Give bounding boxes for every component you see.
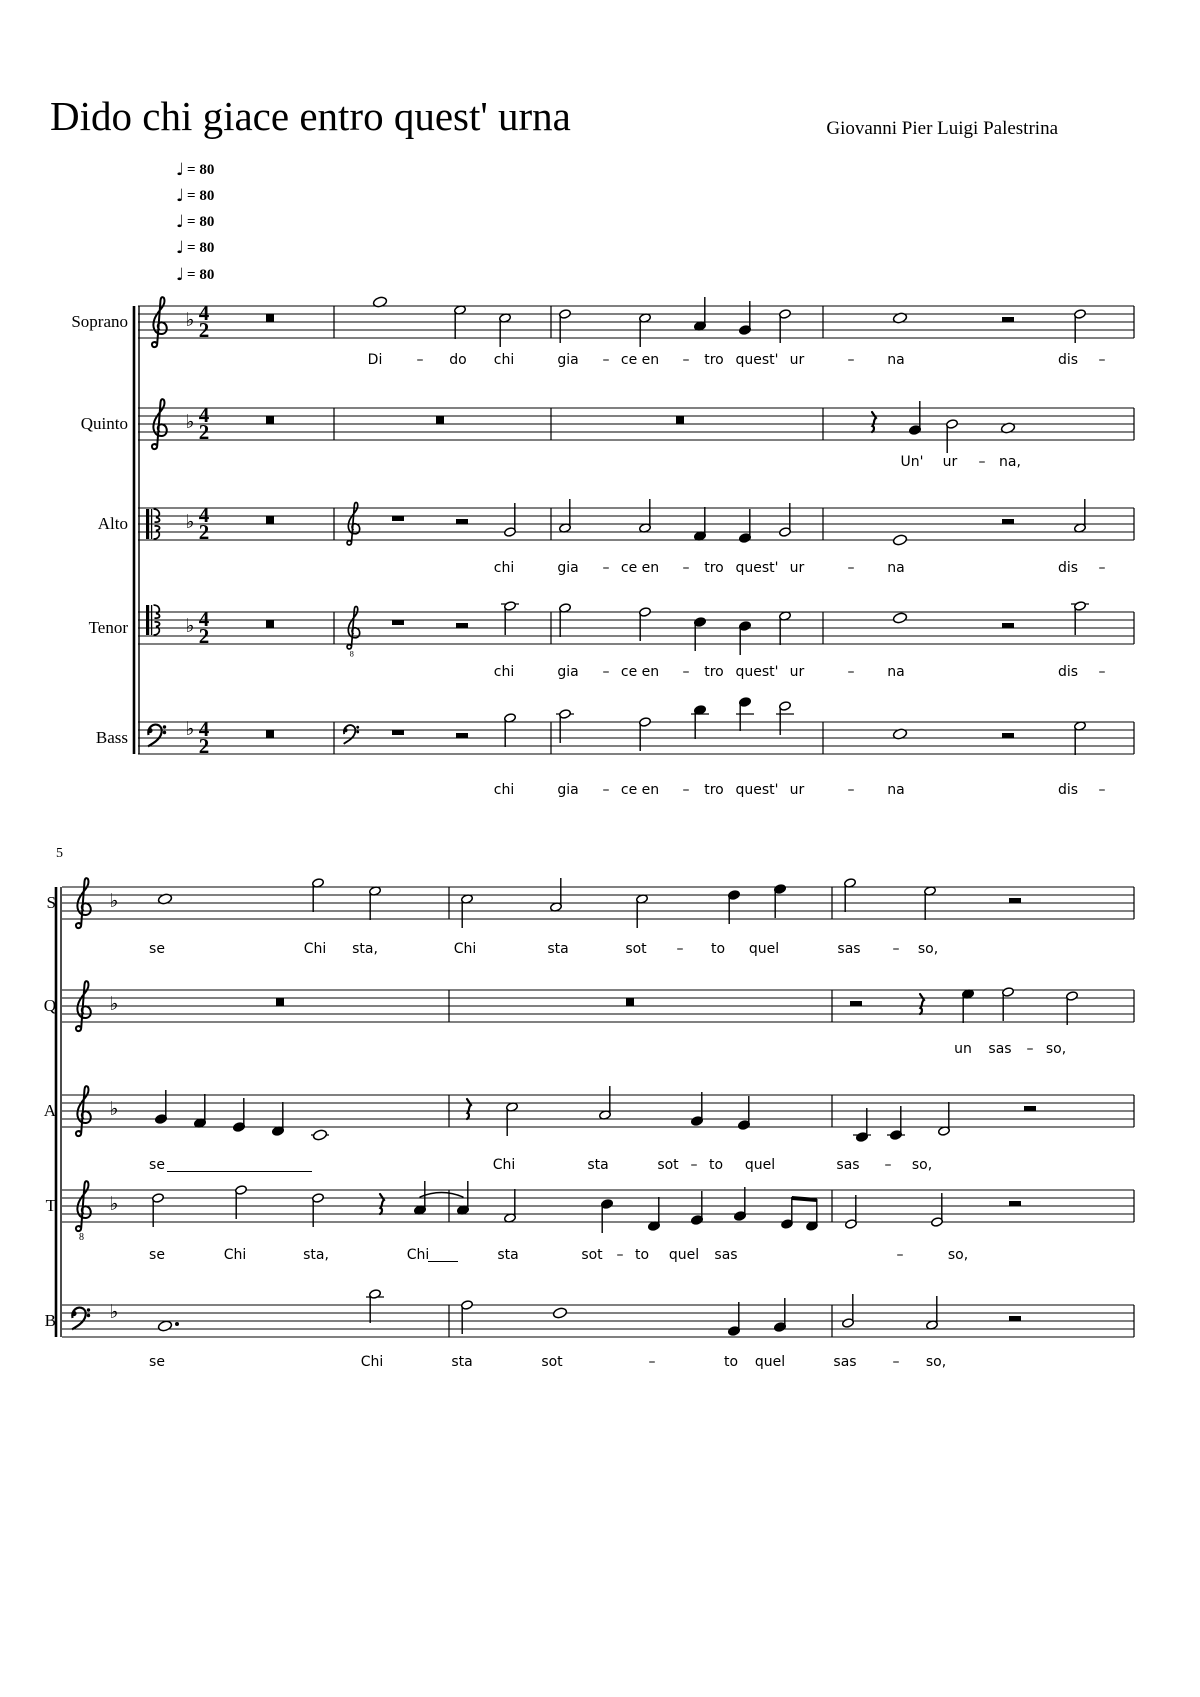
lyric-syllable: sot bbox=[541, 1354, 563, 1370]
lyric-syllable: sot bbox=[581, 1247, 603, 1263]
augmentation-dot bbox=[175, 1322, 179, 1326]
lyric-syllable: se bbox=[149, 1354, 165, 1370]
lyric-syllable: Un' bbox=[900, 454, 924, 470]
composer-name: Giovanni Pier Luigi Palestrina bbox=[826, 118, 1058, 139]
lyric-syllable: – bbox=[896, 1247, 904, 1263]
rest-quarter bbox=[872, 412, 876, 432]
lyric-syllable: – bbox=[884, 1157, 892, 1173]
lyric-syllable: – bbox=[1098, 664, 1106, 680]
lyric-syllable: do bbox=[449, 352, 467, 368]
lyric-syllable: ce en bbox=[620, 664, 660, 680]
lyric-syllable: se bbox=[149, 1247, 165, 1263]
time-signature-lower: 2 bbox=[198, 420, 210, 444]
flat-icon: ♭ bbox=[109, 1099, 119, 1120]
flat-icon: ♭ bbox=[185, 719, 195, 740]
rest-half bbox=[1002, 623, 1014, 628]
lyric-syllable: – bbox=[648, 1354, 656, 1370]
lyric-syllable: sas bbox=[836, 1157, 860, 1173]
lyric-syllable: sot bbox=[657, 1157, 679, 1173]
lyric-syllable: – bbox=[676, 941, 684, 957]
lyric-syllable: dis bbox=[1057, 782, 1079, 798]
lyric-syllable: – bbox=[602, 352, 610, 368]
flat-icon: ♭ bbox=[109, 891, 119, 912]
lyric-syllable: – bbox=[847, 560, 855, 576]
lyric-syllable: to bbox=[723, 1354, 739, 1370]
lyric-syllable: gia bbox=[557, 782, 579, 798]
lyric-syllable: sas bbox=[988, 1041, 1012, 1057]
rest-breve bbox=[266, 730, 274, 738]
rest-quarter bbox=[920, 994, 924, 1014]
lyric-syllable: – bbox=[892, 941, 900, 957]
time-signature-upper: 4 bbox=[198, 503, 210, 527]
rest-whole bbox=[392, 620, 404, 625]
lyric-syllable: so, bbox=[917, 941, 939, 957]
bass-clef-icon bbox=[147, 725, 166, 747]
lyric-syllable: – bbox=[682, 782, 690, 798]
lyric-syllable: sta, bbox=[303, 1247, 329, 1263]
lyric-syllable: se bbox=[149, 941, 165, 957]
lyric-syllable: – bbox=[602, 664, 610, 680]
lyric-syllable: ur bbox=[942, 454, 958, 470]
lyric-syllable: – bbox=[602, 560, 610, 576]
lyric-syllable: gia bbox=[557, 664, 579, 680]
lyric-syllable: quel bbox=[748, 941, 780, 957]
tempo-note-icon: ♩ bbox=[176, 160, 185, 180]
staff-label-bass: Bass bbox=[95, 728, 128, 747]
staff-label-tenor: Tenor bbox=[88, 618, 128, 637]
tempo-text: = 80 bbox=[187, 188, 215, 204]
lyric-syllable: tro bbox=[704, 352, 724, 368]
note-whole bbox=[312, 1129, 327, 1141]
rest-breve bbox=[276, 998, 284, 1006]
rest-quarter bbox=[380, 1194, 384, 1214]
lyric-extender bbox=[167, 1170, 312, 1172]
lyric-syllable: gia bbox=[557, 560, 579, 576]
lyric-syllable: ur bbox=[789, 560, 805, 576]
lyric-syllable: tro bbox=[704, 664, 724, 680]
rest-whole bbox=[392, 516, 404, 521]
lyric-syllable: sta bbox=[497, 1247, 519, 1263]
lyric-syllable: so, bbox=[925, 1354, 947, 1370]
lyric-syllable: quest' bbox=[735, 560, 779, 576]
lyric-syllable: Chi bbox=[406, 1247, 430, 1263]
lyric-syllable: quest' bbox=[735, 352, 779, 368]
tempo-note-icon: ♩ bbox=[176, 212, 185, 232]
flat-icon: ♭ bbox=[185, 616, 195, 637]
rest-half bbox=[1002, 317, 1014, 322]
staff-label-s: S bbox=[46, 893, 56, 912]
rest-breve bbox=[266, 314, 274, 322]
lyric-syllable: gia bbox=[557, 352, 579, 368]
rest-half bbox=[456, 733, 468, 738]
tempo-mark bbox=[176, 160, 214, 182]
flat-icon: ♭ bbox=[109, 1194, 119, 1215]
time-signature-lower: 2 bbox=[198, 624, 210, 648]
lyric-syllable: Chi bbox=[492, 1157, 516, 1173]
rest-breve bbox=[266, 516, 274, 524]
rest-breve bbox=[266, 416, 274, 424]
lyric-syllable: sta bbox=[587, 1157, 609, 1173]
rest-half bbox=[1002, 519, 1014, 524]
lyric-syllable: – bbox=[892, 1354, 900, 1370]
lyric-syllable: – bbox=[682, 664, 690, 680]
beam bbox=[792, 1198, 817, 1200]
tempo-note-icon: ♩ bbox=[176, 186, 185, 206]
lyric-syllable: un bbox=[954, 1041, 972, 1057]
lyric-syllable: ce en bbox=[620, 352, 660, 368]
lyric-syllable: sta, bbox=[352, 941, 378, 957]
lyric-syllable: ce en bbox=[620, 782, 660, 798]
lyric-syllable: na bbox=[887, 782, 905, 798]
lyric-syllable: chi bbox=[493, 352, 515, 368]
tempo-text: = 80 bbox=[187, 240, 215, 256]
treble-clef-icon bbox=[76, 878, 91, 928]
lyric-syllable: Chi bbox=[223, 1247, 247, 1263]
note-whole bbox=[552, 1307, 567, 1319]
lyric-syllable: – bbox=[847, 782, 855, 798]
lyric-syllable: dis bbox=[1057, 560, 1079, 576]
rest-half bbox=[1024, 1106, 1036, 1111]
tempo-note-icon: ♩ bbox=[176, 265, 185, 285]
staff-label-t: T bbox=[45, 1196, 56, 1215]
treble-clef-icon bbox=[152, 399, 167, 449]
lyric-syllable: to bbox=[708, 1157, 724, 1173]
rest-breve bbox=[266, 620, 274, 628]
lyric-syllable: – bbox=[1098, 560, 1106, 576]
bass-clef-icon bbox=[71, 1308, 90, 1330]
lyric-syllable: ur bbox=[789, 664, 805, 680]
tempo-mark bbox=[176, 238, 214, 260]
lyric-syllable: na, bbox=[999, 454, 1021, 470]
treble-clef-icon bbox=[152, 297, 167, 347]
lyric-syllable: so, bbox=[911, 1157, 933, 1173]
note-whole bbox=[892, 612, 907, 624]
measure-number: 5 bbox=[56, 846, 63, 861]
lyric-syllable: sas bbox=[833, 1354, 857, 1370]
treble-clef-icon bbox=[347, 503, 360, 545]
lyric-syllable: quest' bbox=[735, 782, 779, 798]
lyric-syllable: sta bbox=[547, 941, 569, 957]
tempo-mark bbox=[176, 186, 214, 208]
staff-label-b: B bbox=[44, 1311, 56, 1330]
treble-clef-icon bbox=[76, 981, 91, 1031]
time-signature-upper: 4 bbox=[198, 607, 210, 631]
staff-label-alto: Alto bbox=[97, 514, 128, 533]
lyric-syllable: – bbox=[602, 782, 610, 798]
staff-label-quinto: Quinto bbox=[80, 414, 128, 433]
flat-icon: ♭ bbox=[109, 994, 119, 1015]
lyric-syllable: ur bbox=[789, 352, 805, 368]
lyric-syllable: – bbox=[682, 560, 690, 576]
flat-icon: ♭ bbox=[185, 412, 195, 433]
lyric-syllable: na bbox=[887, 664, 905, 680]
staff-label-q: Q bbox=[43, 996, 56, 1015]
flat-icon: ♭ bbox=[185, 512, 195, 533]
treble-clef-icon bbox=[347, 607, 360, 659]
rest-half bbox=[456, 623, 468, 628]
lyric-syllable: so, bbox=[947, 1247, 969, 1263]
note-whole bbox=[157, 1320, 172, 1332]
lyric-syllable: Di bbox=[367, 352, 383, 368]
lyric-syllable: so, bbox=[1045, 1041, 1067, 1057]
rest-half bbox=[1009, 1316, 1021, 1321]
lyric-syllable: ur bbox=[789, 782, 805, 798]
lyric-syllable: chi bbox=[493, 664, 515, 680]
rest-half bbox=[1009, 1201, 1021, 1206]
lyric-syllable: – bbox=[1098, 782, 1106, 798]
rest-half bbox=[1002, 733, 1014, 738]
rest-half bbox=[1009, 898, 1021, 903]
rest-whole bbox=[392, 730, 404, 735]
lyric-syllable: na bbox=[887, 352, 905, 368]
octave-8-mark: 8 bbox=[349, 648, 354, 659]
lyric-syllable: ce en bbox=[620, 560, 660, 576]
tempo-mark bbox=[176, 212, 214, 234]
tempo-mark bbox=[176, 265, 214, 287]
time-signature-upper: 4 bbox=[198, 717, 210, 741]
time-signature-lower: 2 bbox=[198, 318, 210, 342]
lyric-syllable: chi bbox=[493, 560, 515, 576]
lyric-syllable: – bbox=[978, 454, 986, 470]
lyric-syllable: sta bbox=[451, 1354, 473, 1370]
staff-label-soprano: Soprano bbox=[71, 312, 128, 331]
lyric-syllable: – bbox=[416, 352, 424, 368]
rest-breve bbox=[436, 416, 444, 424]
flat-icon: ♭ bbox=[109, 1302, 119, 1323]
lyric-syllable: sas bbox=[714, 1247, 738, 1263]
bass-clef-icon bbox=[343, 725, 359, 744]
lyric-syllable: – bbox=[1098, 352, 1106, 368]
flat-icon: ♭ bbox=[185, 310, 195, 331]
lyric-syllable: quest' bbox=[735, 664, 779, 680]
tempo-text: = 80 bbox=[187, 162, 215, 178]
lyric-syllable: sot bbox=[625, 941, 647, 957]
staff-label-a: A bbox=[43, 1101, 56, 1120]
lyric-syllable: tro bbox=[704, 782, 724, 798]
rest-quarter bbox=[467, 1099, 471, 1119]
lyric-syllable: dis bbox=[1057, 352, 1079, 368]
tempo-text: = 80 bbox=[187, 267, 215, 283]
page-title: Dido chi giace entro quest' urna bbox=[50, 93, 571, 139]
lyric-syllable: – bbox=[1026, 1041, 1034, 1057]
time-signature-upper: 4 bbox=[198, 301, 210, 325]
lyric-syllable: chi bbox=[493, 782, 515, 798]
lyric-syllable: tro bbox=[704, 560, 724, 576]
lyric-syllable: to bbox=[634, 1247, 650, 1263]
octave-8-mark: 8 bbox=[79, 1232, 84, 1243]
rest-breve bbox=[626, 998, 634, 1006]
note-whole bbox=[892, 534, 907, 546]
lyric-syllable: to bbox=[710, 941, 726, 957]
lyric-syllable: – bbox=[616, 1247, 624, 1263]
lyric-syllable: Chi bbox=[303, 941, 327, 957]
rest-half bbox=[850, 1001, 862, 1006]
lyric-syllable: quel bbox=[754, 1354, 786, 1370]
lyric-extender bbox=[428, 1260, 458, 1262]
tempo-text: = 80 bbox=[187, 214, 215, 230]
lyric-syllable: Chi bbox=[453, 941, 477, 957]
lyric-syllable: quel bbox=[668, 1247, 700, 1263]
time-signature-lower: 2 bbox=[198, 734, 210, 758]
lyric-syllable: – bbox=[682, 352, 690, 368]
tempo-note-icon: ♩ bbox=[176, 238, 185, 258]
rest-half bbox=[456, 519, 468, 524]
lyric-syllable: dis bbox=[1057, 664, 1079, 680]
time-signature-lower: 2 bbox=[198, 520, 210, 544]
time-signature-upper: 4 bbox=[198, 403, 210, 427]
rest-breve bbox=[676, 416, 684, 424]
lyric-syllable: – bbox=[847, 352, 855, 368]
lyric-syllable: se bbox=[149, 1157, 165, 1173]
lyric-syllable: Chi bbox=[360, 1354, 384, 1370]
lyric-syllable: – bbox=[690, 1157, 698, 1173]
lyric-syllable: – bbox=[847, 664, 855, 680]
treble-clef-icon bbox=[76, 1086, 91, 1136]
lyric-syllable: sas bbox=[837, 941, 861, 957]
lyric-syllable: na bbox=[887, 560, 905, 576]
lyric-syllable: quel bbox=[744, 1157, 776, 1173]
tie bbox=[420, 1193, 463, 1198]
